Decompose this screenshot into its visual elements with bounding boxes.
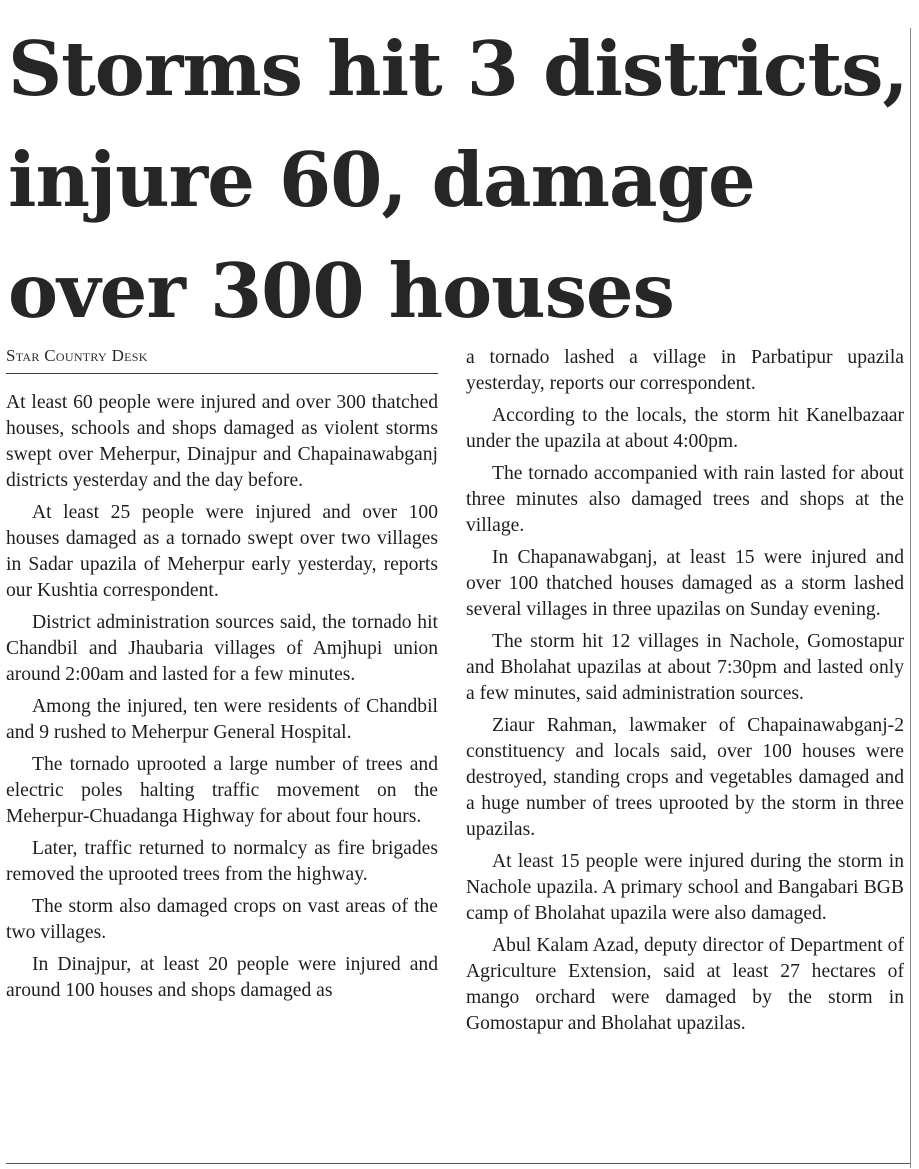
bottom-rule: [6, 1163, 910, 1164]
article-column-left: [6, 390, 438, 1010]
paragraph: Ziaur Rahman, lawmaker of Chapainawabganj-2 constituency and locals said, over 100 houses were destroyed, standing crops and vegetables damaged and a huge number of trees uprooted by the storm in three upazilas.: [466, 715, 904, 840]
paragraph: In Chapanawabganj, at least 15 were injured and over 100 thatched houses damaged as a storm lashed several villages in three upazilas on Sunday evening.: [466, 547, 904, 620]
article-column-right: [466, 345, 904, 1043]
paragraph: The storm also damaged crops on vast areas of the two villages.: [6, 896, 438, 943]
paragraph: District administration sources said, the tornado hit Chandbil and Jhaubaria villages of Amjhupi union around 2:00am and lasted for a few minutes.: [6, 612, 438, 685]
paragraph: The tornado uprooted a large number of trees and electric poles halting traffic movement on the Meherpur-Chuadanga Highway for about four hours.: [6, 754, 438, 827]
paragraph: The storm hit 12 villages in Nachole, Gomostapur and Bholahat upazilas at about 7:30pm and lasted only a few minutes, said administration sources.: [466, 631, 904, 704]
paragraph: At least 25 people were injured and over 100 houses damaged as a tornado swept over two villages in Sadar upazila of Meherpur early yesterday, reports our Kushtia correspondent.: [6, 502, 438, 601]
paragraph: a tornado lashed a village in Parbatipur upazila yesterday, reports our correspondent.: [466, 347, 904, 394]
paragraph: Among the injured, ten were residents of Chandbil and 9 rushed to Meherpur General Hospital.: [6, 696, 438, 743]
paragraph: At least 15 people were injured during the storm in Nachole upazila. A primary school and Bangabari BGB camp of Bholahat upazila were also damaged.: [466, 851, 904, 924]
paragraph: In Dinajpur, at least 20 people were injured and around 100 houses and shops damaged as: [6, 954, 438, 1001]
headline-line: over 300 houses: [8, 247, 674, 335]
headline-line: Storms hit 3 districts,: [8, 25, 908, 113]
headline: [8, 14, 908, 347]
paragraph: The tornado accompanied with rain lasted for about three minutes also damaged trees and shops at the village.: [466, 463, 904, 536]
paragraph: Later, traffic returned to normalcy as fire brigades removed the uprooted trees from the highway.: [6, 838, 438, 885]
column-rule: [910, 28, 911, 1168]
paragraph: Abul Kalam Azad, deputy director of Department of Agriculture Extension, said at least 27 hectares of mango orchard were damaged by the storm in Gomostapur and Bholahat upazilas.: [466, 935, 904, 1034]
byline: Star Country Desk: [6, 345, 438, 374]
paragraph: At least 60 people were injured and over 300 thatched houses, schools and shops damaged as violent storms swept over Meherpur, Dinajpur and Chapainawabganj districts yesterday and the day before.: [6, 392, 438, 491]
paragraph: According to the locals, the storm hit Kanelbazaar under the upazila at about 4:00pm.: [466, 405, 904, 452]
headline-line: injure 60, damage: [8, 136, 755, 224]
